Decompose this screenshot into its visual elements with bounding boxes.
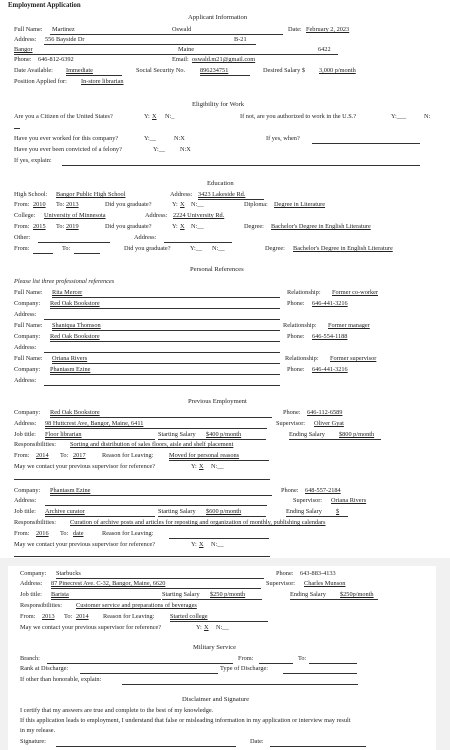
- ref3-phone-label: Phone:: [287, 366, 305, 373]
- job3-title-label: Job title:: [20, 591, 42, 598]
- military-to-label: To:: [298, 655, 307, 662]
- hs-grad-no[interactable]: N:__: [191, 201, 204, 208]
- job2-company-value[interactable]: Phantasm Ezine: [50, 487, 91, 494]
- job3-contact-yes-value[interactable]: X: [204, 624, 209, 631]
- job2-from-value[interactable]: 2016: [36, 530, 49, 537]
- ref2-address-label: Address:: [14, 344, 37, 351]
- authorized-no[interactable]: N:: [424, 113, 431, 120]
- ref1-name-value[interactable]: Rita Mercer: [52, 289, 83, 296]
- job1-title-underline: [45, 439, 155, 440]
- college-address-label: Address:: [145, 212, 168, 219]
- other-address-underline: [164, 242, 232, 243]
- job2-title-value[interactable]: Archive curator: [45, 508, 85, 515]
- job1-separator: [14, 479, 270, 480]
- ref3-company-value[interactable]: Phantasm Ezine: [50, 366, 91, 373]
- job3-from-value[interactable]: 2013: [42, 613, 55, 620]
- name-underline: [50, 34, 283, 35]
- job1-company-value[interactable]: Red Oak Bookstore: [50, 409, 100, 416]
- job2-title-label: Job title:: [14, 508, 36, 515]
- references-instruction: Please list three professional references: [14, 278, 115, 285]
- position-value[interactable]: In-store librarian: [81, 78, 124, 85]
- job2-separator: [14, 556, 270, 557]
- other-degree-value[interactable]: Bachelor's Degree in English Literature: [293, 245, 393, 252]
- job1-end-label: Ending Salary: [289, 431, 325, 438]
- applicant-heading: Applicant Information: [188, 14, 248, 21]
- disclaimer-line-2: If this application leads to employment, I understand that false or misleading information in my application or interview may result: [20, 717, 351, 724]
- job2-contact-yes-label: Y:: [191, 541, 197, 548]
- worked-no[interactable]: N:X: [174, 135, 185, 142]
- job1-to-value[interactable]: 2017: [73, 452, 86, 459]
- job2-address-label: Address:: [14, 497, 37, 504]
- salary-label: Desired Salary $: [263, 67, 305, 74]
- job3-end-value[interactable]: $250p/month: [340, 591, 374, 598]
- job3-phone-value[interactable]: 643-883-4133: [300, 570, 336, 577]
- job2-supervisor-value[interactable]: Oriana Rivers: [331, 497, 367, 504]
- other-address-label: Address:: [134, 234, 157, 241]
- job2-phone-label: Phone:: [281, 487, 299, 494]
- job3-end-underline: [290, 599, 378, 600]
- ref3-phone-value[interactable]: 646-441-3216: [312, 366, 348, 373]
- ref2-company-value[interactable]: Red Oak Bookstore: [50, 333, 100, 340]
- job3-title-value[interactable]: Barista: [51, 591, 69, 598]
- eligibility-heading: Eligibility for Work: [192, 101, 245, 108]
- other-to-label: To:: [62, 245, 71, 252]
- phone-value[interactable]: 646-812-6392: [38, 56, 74, 63]
- position-label: Position Applied for:: [14, 78, 67, 85]
- date-available-underline: [66, 75, 122, 76]
- job1-to-label: To:: [60, 452, 69, 459]
- ref3-relationship-label: Relationship:: [285, 355, 319, 362]
- other-to-underline: [74, 253, 100, 254]
- ref2-name-value[interactable]: Shaniqua Thomson: [52, 322, 101, 329]
- job3-from-label: From:: [20, 613, 36, 620]
- job2-to-label: To:: [60, 530, 69, 537]
- job1-supervisor-value[interactable]: Oliver Gyat: [314, 420, 344, 427]
- worked-yes[interactable]: Y:__: [144, 135, 157, 142]
- job2-phone-value[interactable]: 648-557-2184: [305, 487, 341, 494]
- other-graduate-question: Did you graduate?: [124, 245, 171, 252]
- military-heading: Military Service: [193, 644, 237, 651]
- other-grad-yes[interactable]: Y:__: [190, 245, 203, 252]
- rank-underline: [80, 673, 218, 674]
- ref1-address-label: Address:: [14, 311, 37, 318]
- hs-grad-yes-value[interactable]: X: [180, 201, 185, 208]
- job2-contact-yes-value[interactable]: X: [199, 541, 204, 548]
- job1-end-value[interactable]: $800 p/month: [339, 431, 375, 438]
- disclaimer-heading: Disclaimer and Signature: [182, 696, 250, 703]
- branch-underline: [47, 663, 233, 664]
- job1-contact-question: May we contact your previous supervisor for reference?: [14, 463, 156, 470]
- felony-yes[interactable]: Y:__: [153, 146, 166, 153]
- job1-company-label: Company:: [14, 409, 41, 416]
- job3-reason-value[interactable]: Started college: [170, 613, 208, 620]
- citizen-yes-label: Y:: [144, 113, 150, 120]
- rank-label: Rank at Discharge:: [20, 665, 69, 672]
- college-graduate-question: Did you graduate?: [105, 223, 152, 230]
- hs-graduate-question: Did you graduate?: [105, 201, 152, 208]
- disclaimer-line-1: I certify that my answers are true and complete to the best of my knowledge.: [20, 707, 214, 714]
- high-school-label: High School:: [14, 191, 48, 198]
- ref2-address-underline: [44, 352, 280, 353]
- job3-responsibilities-label: Responsibilities:: [20, 602, 62, 609]
- authorized-yes[interactable]: Y:___: [391, 113, 407, 120]
- job2-start-underline: [158, 516, 266, 517]
- job1-end-underline: [289, 439, 381, 440]
- address-value[interactable]: 556 Bayside Dr: [45, 36, 85, 43]
- job1-start-value[interactable]: $400 p/month: [206, 431, 242, 438]
- employment-heading: Previous Employment: [188, 398, 247, 405]
- job2-title-underline: [45, 516, 155, 517]
- hs-diploma-value[interactable]: Degree in Literature: [274, 201, 326, 208]
- job3-company-value[interactable]: Starbucks: [56, 570, 81, 577]
- job1-reason-value[interactable]: Moved for personal reasons: [169, 452, 240, 459]
- ref1-name-label: Full Name:: [14, 289, 43, 296]
- job1-title-value[interactable]: Floor librarian: [45, 431, 82, 438]
- first-name-value[interactable]: Oswald: [172, 26, 192, 33]
- job1-title-label: Job title:: [14, 431, 36, 438]
- when-label: If yes, when?: [266, 135, 300, 142]
- hs-address-underline: [198, 199, 264, 200]
- hs-to-value[interactable]: 2013: [66, 201, 79, 208]
- job2-end-underline: [286, 516, 348, 517]
- college-address-value[interactable]: 2224 University Rd.: [173, 212, 225, 219]
- job3-title-underline: [51, 599, 161, 600]
- hs-address-value[interactable]: 3423 Lakeside Rd.: [198, 191, 246, 198]
- ref3-address-label: Address:: [14, 377, 37, 384]
- unit-value[interactable]: B-21: [234, 36, 247, 43]
- job1-start-label: Starting Salary: [158, 431, 196, 438]
- salary-value[interactable]: 3,000 p/month: [319, 67, 356, 74]
- ref1-company-underline: [50, 308, 280, 309]
- education-heading: Education: [207, 180, 234, 187]
- ssn-underline: [200, 75, 250, 76]
- job2-contact-no[interactable]: N:__: [211, 541, 224, 548]
- job3-address-underline: [51, 588, 261, 589]
- ref2-company-underline: [50, 341, 280, 342]
- ref2-relationship-value[interactable]: Former manager: [328, 322, 370, 329]
- job2-end-value[interactable]: $: [336, 508, 340, 515]
- job3-start-label: Starting Salary: [162, 591, 200, 598]
- college-grad-yes-label: Y:: [172, 223, 178, 230]
- hs-from-label: From:: [14, 201, 30, 208]
- college-from-value[interactable]: 2015: [33, 223, 46, 230]
- job3-to-value[interactable]: 2014: [76, 613, 89, 620]
- job2-responsibilities-label: Responsibilities:: [14, 519, 56, 526]
- when-underline: [312, 143, 420, 144]
- ref1-relationship-value[interactable]: Former co-worker: [332, 289, 378, 296]
- job3-company-underline: [56, 578, 264, 579]
- ref2-name-label: Full Name:: [14, 322, 43, 329]
- ref3-address-underline: [44, 385, 280, 386]
- job1-contact-yes-value[interactable]: X: [199, 463, 204, 470]
- address-underline: [44, 44, 256, 45]
- job3-contact-yes-label: Y:: [196, 624, 202, 631]
- discharge-type-label: Type of Discharge:: [220, 665, 269, 672]
- ref3-name-value[interactable]: Oriana Rivers: [52, 355, 88, 362]
- job1-start-underline: [158, 439, 266, 440]
- date-available-value[interactable]: Immediate: [66, 67, 93, 74]
- job1-responsibilities-value[interactable]: Sorting and distribution of sales floors, aisle and shelf placement: [70, 441, 234, 448]
- ref3-company-underline: [50, 374, 280, 375]
- job1-address-underline: [45, 428, 267, 429]
- job3-contact-no[interactable]: N:__: [216, 624, 229, 631]
- job1-phone-value[interactable]: 646-112-6589: [307, 409, 343, 416]
- job2-address-underline: [45, 505, 267, 506]
- ref3-name-underline: [52, 363, 280, 364]
- phone-label: Phone:: [14, 56, 32, 63]
- ref3-relationship-value[interactable]: Former supervisor: [330, 355, 377, 362]
- hs-grad-yes-label: Y:: [172, 201, 178, 208]
- job3-start-underline: [162, 599, 262, 600]
- job1-reason-label: Reason for Leaving:: [102, 452, 154, 459]
- job3-start-value[interactable]: $250 p/month: [210, 591, 246, 598]
- date-label: Date:: [288, 26, 302, 33]
- job3-address-value[interactable]: 87 Pinecrest Ave. C-32, Bangor, Maine, 6620: [51, 580, 166, 587]
- job1-from-label: From:: [14, 452, 30, 459]
- military-from-label: From:: [238, 655, 254, 662]
- job3-phone-label: Phone:: [276, 570, 294, 577]
- college-to-label: To:: [56, 223, 65, 230]
- college-grad-no[interactable]: N:__: [191, 223, 204, 230]
- last-name-value[interactable]: Martinez: [52, 26, 75, 33]
- job2-end-label: Ending Salary: [286, 508, 322, 515]
- address-label: Address:: [14, 36, 37, 43]
- ref2-phone-label: Phone:: [287, 333, 305, 340]
- ref1-company-value[interactable]: Red Oak Bookstore: [50, 300, 100, 307]
- disclaimer-line-3: in my release.: [20, 727, 56, 734]
- job1-supervisor-label: Supervisor:: [276, 420, 306, 427]
- job2-company-underline: [50, 495, 272, 496]
- ref1-company-label: Company:: [14, 300, 41, 307]
- job3-company-label: Company:: [20, 570, 47, 577]
- job2-contact-question: May we contact your previous supervisor for reference?: [14, 541, 156, 548]
- job2-from-label: From:: [14, 530, 30, 537]
- city-underline: [14, 54, 338, 55]
- job1-from-value[interactable]: 2014: [36, 452, 49, 459]
- job2-reason-underline: [169, 538, 269, 539]
- job1-reason-underline: [169, 460, 269, 461]
- ssn-label: Social Security No.: [136, 67, 186, 74]
- job2-start-value[interactable]: $600 p/month: [206, 508, 242, 515]
- email-label: Email:: [172, 56, 189, 63]
- zip-value[interactable]: 6422: [318, 46, 331, 53]
- other-than-honorable-label: If other than honorable, explain:: [20, 676, 102, 683]
- state-value[interactable]: Maine: [178, 46, 195, 53]
- doc-title: Employment Application: [8, 2, 81, 9]
- ref3-company-label: Company:: [14, 366, 41, 373]
- authorized-question: If not, are you authorized to work in the U.S.?: [240, 113, 357, 120]
- high-school-value[interactable]: Bangor Public High School: [56, 191, 126, 198]
- college-grad-yes-value[interactable]: X: [180, 223, 185, 230]
- college-to-value[interactable]: 2019: [66, 223, 79, 230]
- ref1-phone-label: Phone:: [287, 300, 305, 307]
- job3-supervisor-label: Supervisor:: [266, 580, 296, 587]
- hs-diploma-label: Diploma:: [244, 201, 268, 208]
- job3-responsibilities-value[interactable]: Customer service and preparations of beverages: [76, 602, 197, 609]
- ref2-phone-value[interactable]: 646-554-1188: [312, 333, 348, 340]
- signature-line[interactable]: [56, 746, 236, 747]
- job1-contact-no[interactable]: N:__: [211, 463, 224, 470]
- hs-to-label: To:: [56, 201, 65, 208]
- college-degree-value[interactable]: Bachelor's Degree in English Literature: [271, 223, 371, 230]
- signature-label: Signature:: [20, 738, 46, 745]
- other-degree-label: Degree:: [265, 245, 285, 252]
- ref2-company-label: Company:: [14, 333, 41, 340]
- citizen-question: Are you a Citizen of the United States?: [14, 113, 113, 120]
- military-from-underline: [259, 663, 293, 664]
- ref1-phone-value[interactable]: 646-441-3216: [312, 300, 348, 307]
- citizen-no[interactable]: N:_: [165, 113, 175, 120]
- explain-label: If yes, explain:: [14, 157, 52, 164]
- worked-question: Have you ever worked for this company?: [14, 135, 119, 142]
- branch-label: Branch:: [20, 655, 40, 662]
- ref3-name-label: Full Name:: [14, 355, 43, 362]
- felony-question: Have you ever been convicted of a felony?: [14, 146, 122, 153]
- discharge-type-underline: [283, 673, 357, 674]
- signature-date-label: Date:: [250, 738, 264, 745]
- job1-responsibilities-label: Responsibilities:: [14, 441, 56, 448]
- college-from-label: From:: [14, 223, 30, 230]
- date-available-label: Date Available:: [14, 67, 53, 74]
- explain-underline: [62, 165, 420, 166]
- job2-responsibilities-value[interactable]: Curation of archive posts and articles for reposting and organization of monthly, publishing calendars: [70, 519, 326, 526]
- job1-contact-yes-label: Y:: [191, 463, 197, 470]
- job2-reason-label: Reason for Leaving:: [102, 530, 154, 537]
- job3-contact-question: May we contact your previous supervisor for reference?: [20, 624, 162, 631]
- citizen-yes-value[interactable]: X: [152, 113, 157, 120]
- email-value[interactable]: oswald.m21@gmail.com: [192, 56, 256, 63]
- job3-reason-underline: [170, 621, 268, 622]
- college-label: College:: [14, 212, 36, 219]
- other-school-label: Other:: [14, 234, 31, 241]
- job1-phone-label: Phone:: [283, 409, 301, 416]
- other-from-underline: [33, 253, 53, 254]
- job1-company-underline: [50, 417, 272, 418]
- college-degree-label: Degree:: [244, 223, 264, 230]
- job1-address-label: Address:: [14, 420, 37, 427]
- other-than-honorable-underline: [122, 684, 358, 685]
- felony-no[interactable]: N:X: [180, 146, 191, 153]
- full-name-label: Full Name:: [14, 26, 43, 33]
- ref2-name-underline: [52, 330, 280, 331]
- hs-address-label: Address:: [170, 191, 193, 198]
- signature-date-line[interactable]: [270, 746, 366, 747]
- job2-start-label: Starting Salary: [158, 508, 196, 515]
- city-value[interactable]: Bangor: [14, 46, 33, 53]
- ref1-name-underline: [52, 297, 280, 298]
- other-school-underline: [38, 242, 110, 243]
- job2-to-value[interactable]: date: [73, 530, 84, 537]
- job3-to-label: To:: [64, 613, 73, 620]
- ref1-relationship-label: Relationship:: [287, 289, 321, 296]
- job1-address-value[interactable]: 98 Huttcrest Ave, Bangor, Maine, 6411: [45, 420, 144, 427]
- ref1-address-underline: [44, 319, 280, 320]
- college-value[interactable]: University of Minnesota: [44, 212, 106, 219]
- authorized-no-underline: [14, 128, 20, 129]
- other-from-label: From:: [14, 245, 30, 252]
- job3-address-label: Address:: [20, 580, 43, 587]
- ref2-relationship-label: Relationship:: [283, 322, 317, 329]
- job3-supervisor-value[interactable]: Charles Munson: [304, 580, 346, 587]
- date-value[interactable]: February 2, 2023: [306, 26, 350, 33]
- job3-reason-label: Reason for Leaving:: [103, 613, 155, 620]
- job2-supervisor-label: Supervisor:: [293, 497, 323, 504]
- ssn-value[interactable]: 896234751: [200, 67, 229, 74]
- job2-company-label: Company:: [14, 487, 41, 494]
- other-grad-no[interactable]: N:__: [212, 245, 225, 252]
- military-to-underline: [309, 663, 357, 664]
- job3-end-label: Ending Salary: [290, 591, 326, 598]
- references-heading: Personal References: [190, 266, 244, 273]
- hs-from-value[interactable]: 2010: [33, 201, 46, 208]
